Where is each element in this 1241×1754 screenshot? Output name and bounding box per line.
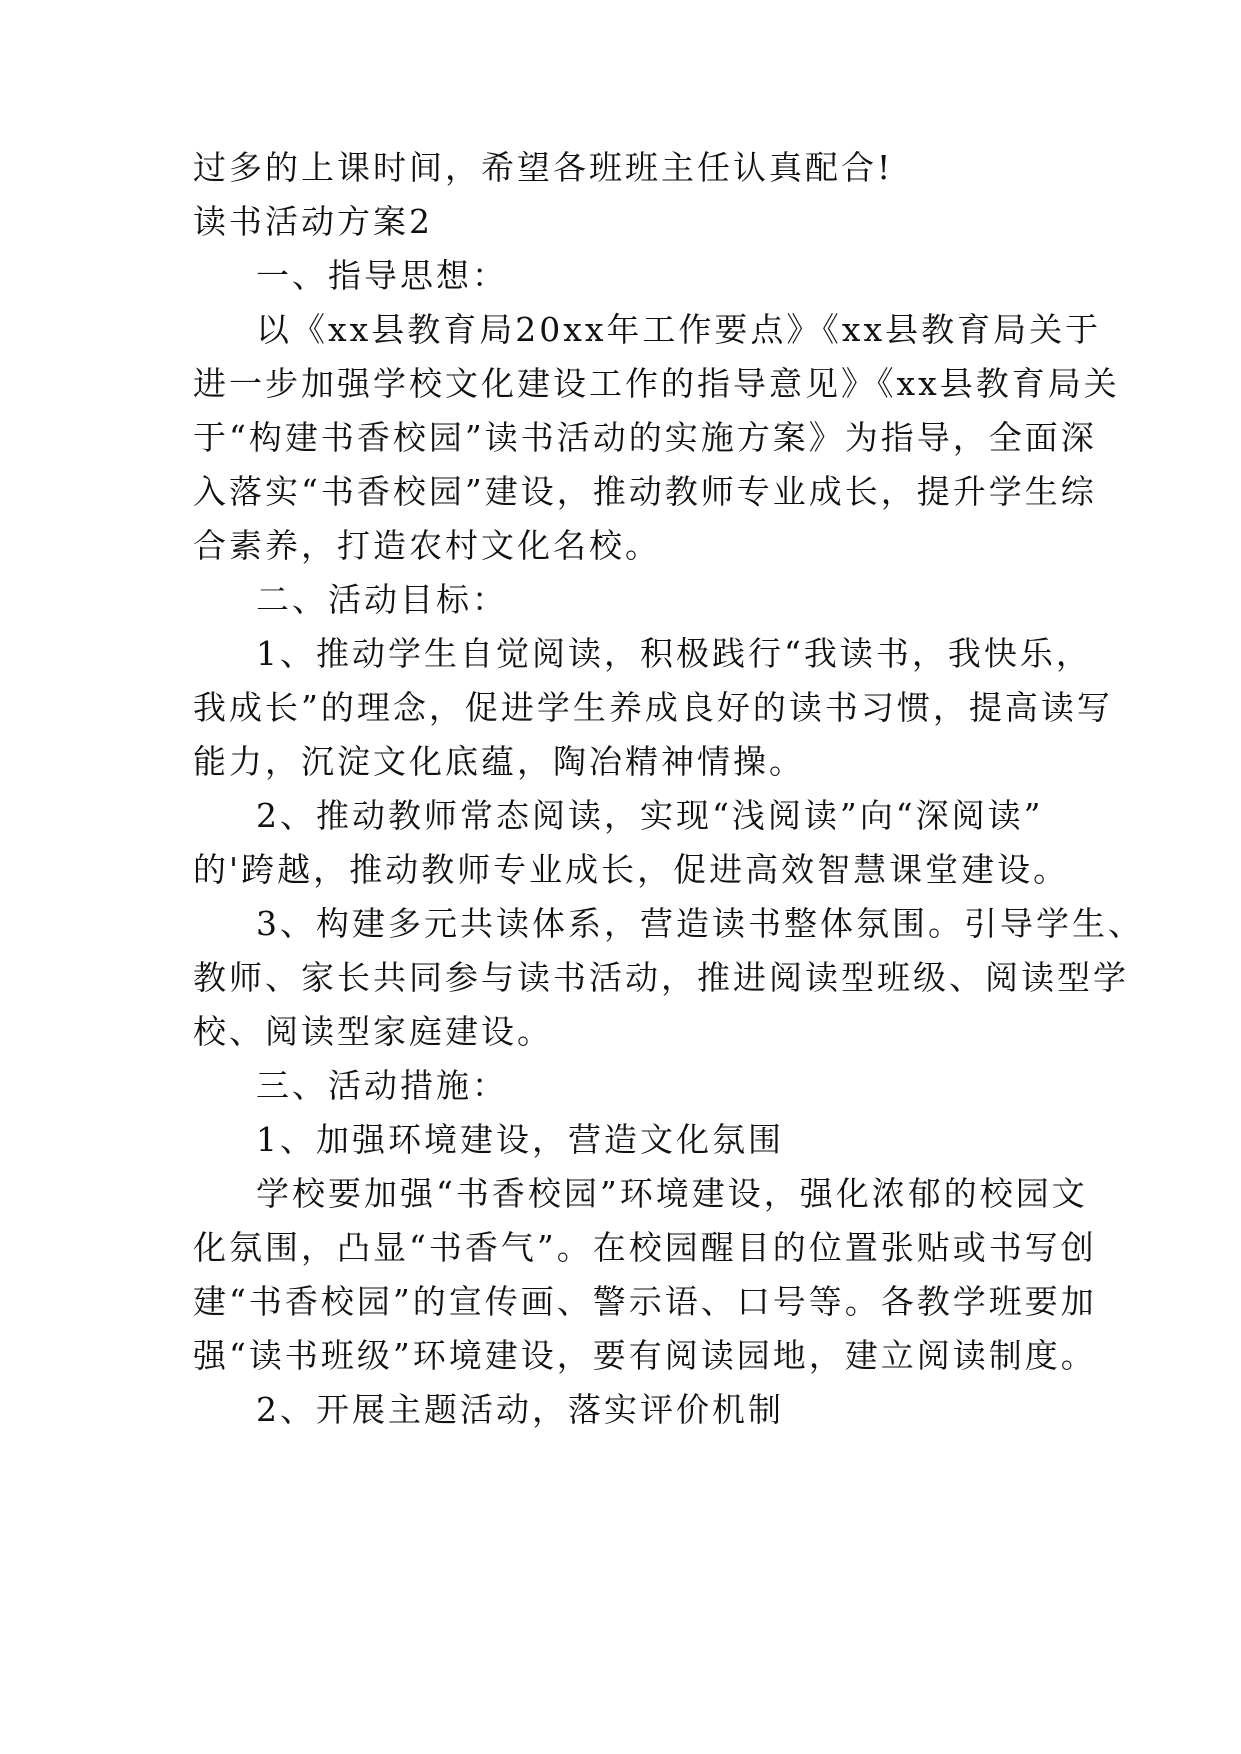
text-line: 校、阅读型家庭建设。	[193, 1012, 553, 1051]
text-line: 2、推动教师常态阅读，实现“浅阅读”向“深阅读”	[256, 796, 1044, 835]
text-line: 合素养，打造农村文化名校。	[193, 526, 661, 565]
subheading: 2、开展主题活动，落实评价机制	[256, 1390, 784, 1429]
subheading: 1、加强环境建设，营造文化氛围	[256, 1120, 784, 1159]
section-heading: 三、活动措施：	[256, 1066, 508, 1105]
text-line: 我成长”的理念，促进学生养成良好的读书习惯，提高读写	[193, 688, 1113, 727]
text-line: 于“构建书香校园”读书活动的实施方案》为指导，全面深	[193, 418, 1097, 457]
text-line: 能力，沉淀文化底蕴，陶冶精神情操。	[193, 742, 805, 781]
text-line: 3、构建多元共读体系，营造读书整体氛围。引导学生、	[256, 904, 1144, 943]
text-line: 学校要加强“书香校园”环境建设，强化浓郁的校园文	[256, 1174, 1088, 1213]
section-heading: 二、活动目标：	[256, 580, 508, 619]
section-heading: 一、指导思想：	[256, 256, 508, 295]
text-line: 过多的上课时间，希望各班班主任认真配合!	[193, 148, 894, 187]
text-line: 1、推动学生自觉阅读，积极践行“我读书，我快乐，	[256, 634, 1092, 673]
text-line: 教师、家长共同参与读书活动，推进阅读型班级、阅读型学	[193, 958, 1129, 997]
text-line: 进一步加强学校文化建设工作的指导意见》《xx县教育局关	[193, 364, 1120, 403]
section-title: 读书活动方案2	[193, 202, 433, 241]
text-line: 建“书香校园”的宣传画、警示语、口号等。各教学班要加	[193, 1282, 1097, 1321]
text-line: 的'跨越，推动教师专业成长，促进高效智慧课堂建设。	[193, 850, 1070, 889]
text-line: 入落实“书香校园”建设，推动教师专业成长，提升学生综	[193, 472, 1097, 511]
text-line: 化氛围，凸显“书香气”。在校园醒目的位置张贴或书写创	[193, 1228, 1097, 1267]
text-line: 以《xx县教育局20xx年工作要点》《xx县教育局关于	[256, 310, 1102, 349]
text-line: 强“读书班级”环境建设，要有阅读园地，建立阅读制度。	[193, 1336, 1097, 1375]
